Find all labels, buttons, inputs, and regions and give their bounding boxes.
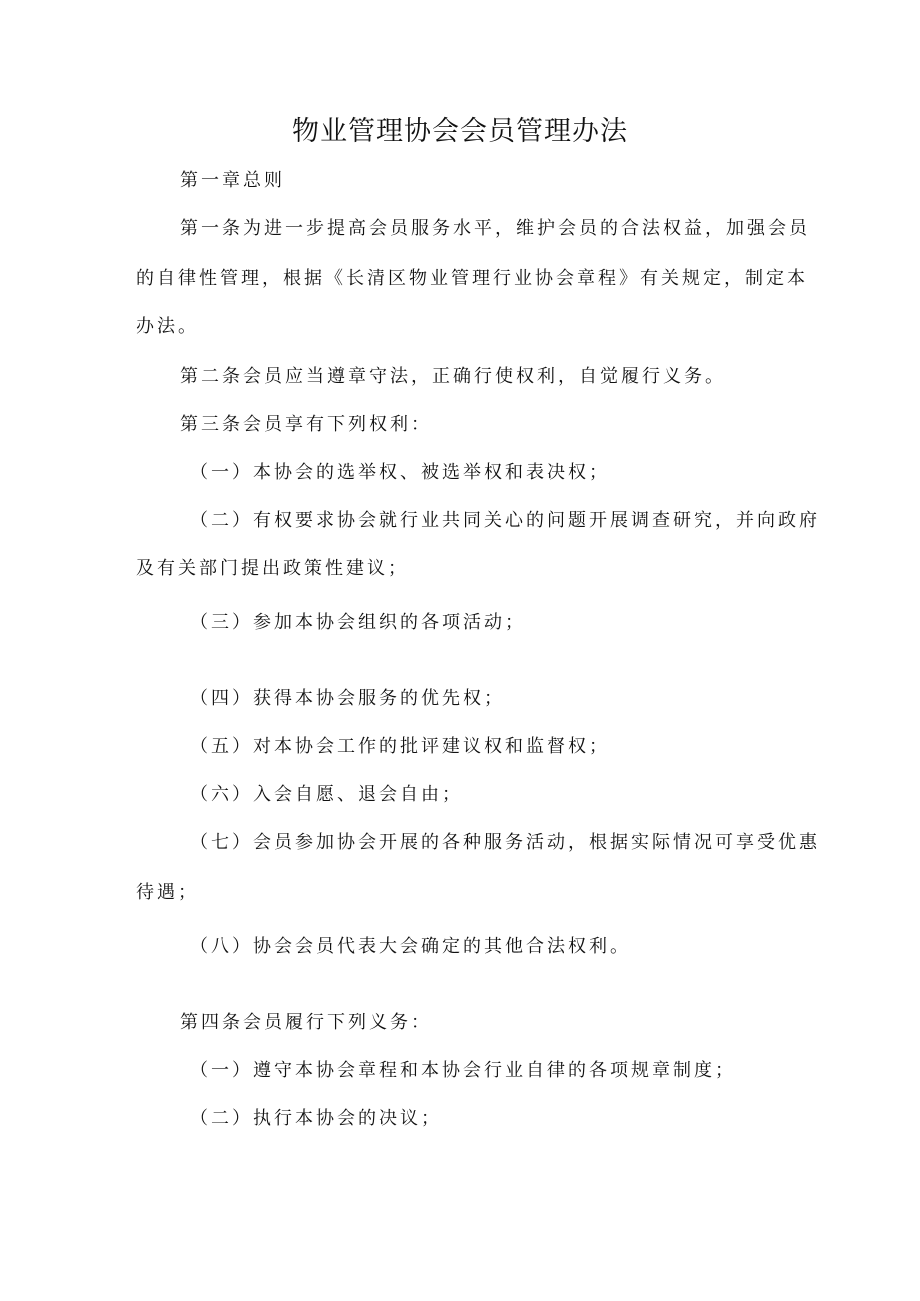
article-1-line-1: 第一条为进一步提高会员服务水平，维护会员的合法权益，加强会员: [180, 218, 810, 239]
article-3-item-2-line-1: （二）有权要求协会就行业共同关心的问题开展调查研究，并向政府: [190, 510, 820, 531]
article-3-item-6: （六）入会自愿、退会自由；: [190, 784, 463, 805]
document-title: 物业管理协会会员管理办法: [292, 116, 628, 147]
article-3-item-7-line-2: 待遇；: [136, 882, 199, 903]
article-4-item-1: （一）遵守本协会章程和本协会行业自律的各项规章制度；: [190, 1060, 736, 1081]
article-4-item-2: （二）执行本协会的决议；: [190, 1108, 442, 1129]
article-3-item-2-line-2: 及有关部门提出政策性建议；: [136, 558, 409, 579]
article-3-item-8: （八）协会会员代表大会确定的其他合法权利。: [190, 936, 631, 957]
article-3-item-7-line-1: （七）会员参加协会开展的各种服务活动，根据实际情况可享受优惠: [190, 832, 820, 853]
article-4-heading: 第四条会员履行下列义务：: [180, 1012, 432, 1033]
article-3-item-3: （三）参加本协会组织的各项活动；: [190, 612, 526, 633]
article-1-line-3: 办法。: [136, 316, 199, 337]
article-3-item-5: （五）对本协会工作的批评建议权和监督权；: [190, 736, 610, 757]
article-3-heading: 第三条会员享有下列权利：: [180, 414, 432, 435]
article-3-item-4: （四）获得本协会服务的优先权；: [190, 688, 505, 709]
article-2: 第二条会员应当遵章守法，正确行使权利，自觉履行义务。: [180, 366, 726, 387]
chapter-heading: 第一章总则: [180, 170, 285, 191]
article-3-item-1: （一）本协会的选举权、被选举权和表决权；: [190, 462, 610, 483]
article-1-line-2: 的自律性管理，根据《长清区物业管理行业协会章程》有关规定，制定本: [136, 268, 808, 289]
